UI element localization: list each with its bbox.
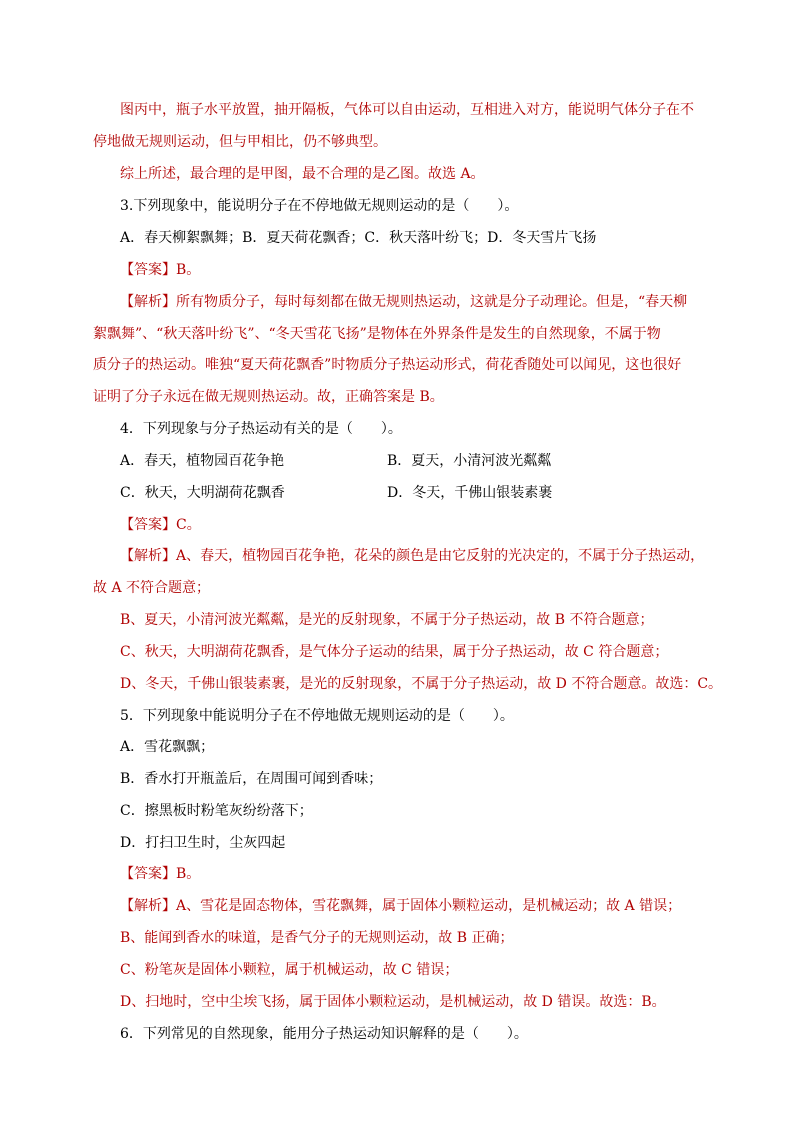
q5-option-c: C．擦黑板时粉笔灰纷纷落下； (120, 803, 313, 819)
q4-analysis-line1: 【解析】A、春天，植物园百花争艳，花朵的颜色是由它反射的光决定的，不属于分子热运动， (120, 548, 705, 564)
q3-analysis-line1: 【解析】所有物质分子，每时每刻都在做无规则热运动，这就是分子动理论。但是，“春天柳 (120, 294, 688, 310)
q4-analysis-line3: B、夏天，小清河波光粼粼，是光的反射现象，不属于分子热运动，故 B 不符合题意； (120, 612, 654, 628)
q3-analysis-line4: 证明了分子永远在做无规则热运动。故，正确答案是 B。 (93, 389, 444, 405)
q5-answer: 【答案】B。 (120, 866, 201, 882)
q5-analysis-line2: B、能闻到香水的味道，是香气分子的无规则运动，故 B 正确； (120, 930, 514, 946)
q4-analysis-line4: C、秋天，大明湖荷花飘香，是气体分子运动的结果，属于分子热运动，故 C 符合题意； (120, 644, 669, 660)
q5-analysis-line1: 【解析】A、雪花是固态物体，雪花飘舞，属于固体小颗粒运动，是机械运动；故 A 错误； (120, 898, 682, 914)
q4-stem: 4．下列现象与分子热运动有关的是（ ）。 (120, 421, 402, 437)
top-para-line3: 综上所述，最合理的是甲图，最不合理的是乙图。故选 A。 (120, 166, 485, 182)
q4-option-b: B．夏天，小清河波光粼粼 (387, 453, 552, 469)
q4-option-d: D．冬天，千佛山银装素裹 (387, 485, 553, 501)
q3-options: A．春天柳絮飘舞；B．夏天荷花飘香；C．秋天落叶纷飞；D．冬天雪片飞扬 (120, 230, 597, 246)
q5-option-a: A．雪花飘飘； (120, 739, 215, 755)
q5-option-b: B．香水打开瓶盖后，在周围可闻到香味； (120, 771, 383, 787)
q4-option-a: A．春天，植物园百花争艳 (120, 453, 285, 469)
q4-analysis-line2: 故 A 不符合题意； (93, 580, 211, 596)
q5-analysis-line4: D、扫地时，空中尘埃飞扬，属于固体小颗粒运动，是机械运动，故 D 错误。故选：B。 (120, 994, 666, 1010)
q5-option-d: D．打扫卫生时，尘灰四起 (120, 835, 286, 851)
q4-answer: 【答案】C。 (120, 517, 201, 533)
q5-stem: 5．下列现象中能说明分子在不停地做无规则运动的是（ ）。 (120, 708, 514, 724)
top-para-line2: 停地做无规则运动，但与甲相比，仍不够典型。 (93, 134, 387, 150)
q4-analysis-line5: D、冬天，千佛山银装素裹，是光的反射现象，不属于分子热运动，故 D 不符合题意。故选：C。 (120, 676, 723, 692)
q3-analysis-line3: 质分子的热运动。唯独“夏天荷花飘香”时物质分子热运动形式，荷花香随处可以闻见，这也很好 (93, 357, 682, 373)
q6-stem: 6．下列常见的自然现象，能用分子热运动知识解释的是（ ）。 (120, 1026, 528, 1042)
q3-analysis-line2: 絮飘舞”、“秋天落叶纷飞”、“冬天雪花飞扬”是物体在外界条件是发生的自然现象，不属于物 (93, 326, 661, 342)
q3-answer: 【答案】B。 (120, 262, 201, 278)
q5-analysis-line3: C、粉笔灰是固体小颗粒，属于机械运动，故 C 错误； (120, 962, 459, 978)
top-para-line1: 图丙中，瓶子水平放置，抽开隔板，气体可以自由运动，互相进入对方，能说明气体分子在不 (120, 102, 694, 118)
q3-stem: 3.下列现象中，能说明分子在不停地做无规则运动的是（ ）。 (120, 198, 519, 214)
q4-option-c: C．秋天，大明湖荷花飘香 (120, 485, 285, 501)
